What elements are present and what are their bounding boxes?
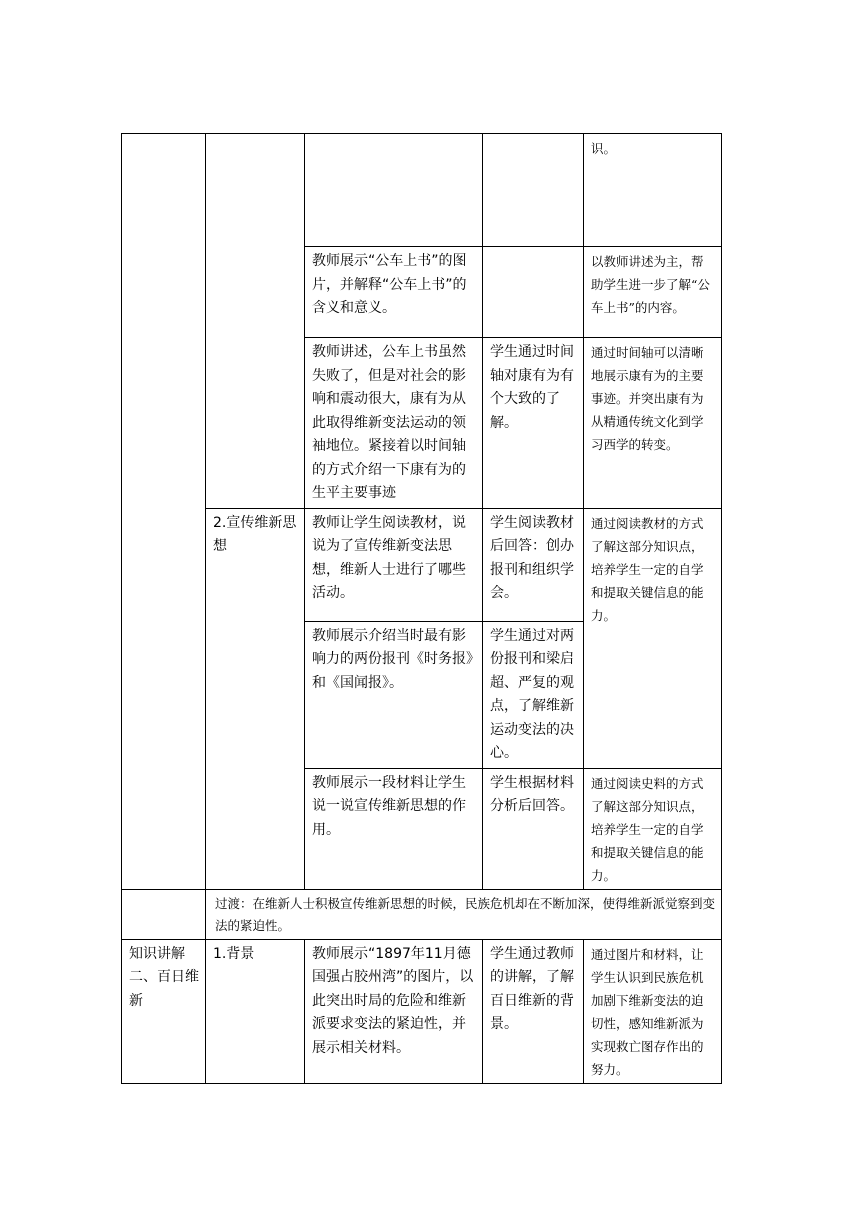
student-activity-cell bbox=[483, 338, 584, 509]
teacher-activity-text: 教师展示“公车上书”的图片，并解释“公车上书”的含义和意义。 bbox=[312, 253, 467, 316]
stage-text: 知识讲解二、百日维新 bbox=[129, 945, 199, 1009]
design-intent-text: 通过阅读教材的方式了解这部分知识点，培养学生一定的自学和提取关键信息的能力。 bbox=[591, 515, 704, 623]
transition-text: 过渡：在维新人士积极宣传维新思想的时候，民族危机却在不断加深，使得维新派觉察到变法的紧迫性。 bbox=[215, 895, 716, 933]
student-activity-cell bbox=[483, 939, 584, 1083]
subtopic-cell-empty bbox=[206, 134, 305, 509]
table-row bbox=[122, 889, 722, 939]
student-activity-cell bbox=[483, 768, 584, 889]
teacher-activity-text: 教师让学生阅读教材，说说为了宣传维新变法思想，维新人士进行了哪些活动。 bbox=[312, 514, 466, 601]
stage-cell bbox=[122, 939, 206, 1083]
design-intent-cell bbox=[584, 338, 722, 509]
teacher-activity-text: 教师展示“1897年11月德国强占胶州湾”的图片，以此突出时局的危险和维新派要求变法的紧迫性，并展示相关材料。 bbox=[312, 945, 474, 1056]
student-activity-text: 学生根据材料分析后回答。 bbox=[490, 774, 574, 814]
lesson-plan-table bbox=[121, 133, 722, 1084]
design-intent-cell bbox=[584, 768, 722, 889]
teacher-activity-cell bbox=[305, 621, 483, 768]
design-intent-text: 以教师讲述为主，帮助学生进一步了解“公车上书”的内容。 bbox=[591, 254, 710, 315]
design-intent-cell bbox=[584, 247, 722, 338]
teacher-activity-cell bbox=[305, 134, 483, 247]
subtopic-cell bbox=[206, 508, 305, 889]
teacher-activity-text: 教师展示介绍当时最有影响力的两份报刊《时务报》和《国闻报》。 bbox=[312, 627, 473, 691]
teacher-activity-cell bbox=[305, 768, 483, 889]
design-intent-cell bbox=[584, 939, 722, 1083]
table-row bbox=[122, 939, 722, 1083]
student-activity-text: 学生通过对两份报刊和梁启超、严复的观点，了解维新运动变法的决心。 bbox=[490, 627, 574, 761]
design-intent-cell bbox=[584, 134, 722, 247]
design-intent-text: 通过时间轴可以清晰地展示康有为的主要事迹。并突出康有为从精通传统文化到学习西学的转变。 bbox=[591, 345, 704, 452]
subtopic-text: 1.背景 bbox=[213, 945, 255, 962]
student-activity-cell bbox=[483, 508, 584, 621]
design-intent-cell bbox=[584, 508, 722, 768]
table-row bbox=[122, 134, 722, 247]
teacher-activity-text: 教师展示一段材料让学生说一说宣传维新思想的作用。 bbox=[312, 774, 466, 838]
transition-cell bbox=[206, 889, 722, 939]
subtopic-text: 2.宣传维新思想 bbox=[213, 514, 297, 554]
design-intent-text: 通过阅读史料的方式了解这部分知识点，培养学生一定的自学和提取关键信息的能力。 bbox=[591, 775, 704, 883]
teacher-activity-cell bbox=[305, 508, 483, 621]
student-activity-cell bbox=[483, 134, 584, 247]
design-intent-text: 识。 bbox=[591, 141, 617, 156]
student-activity-text: 学生通过教师的讲解，了解百日维新的背景。 bbox=[490, 945, 574, 1032]
student-activity-cell bbox=[483, 621, 584, 768]
design-intent-text: 通过图片和材料，让学生认识到民族危机加剧下维新变法的迫切性，感知维新派为实现救亡图存作出的努力。 bbox=[591, 946, 704, 1077]
student-activity-text: 学生通过时间轴对康有为有个大致的了解。 bbox=[490, 344, 574, 431]
teacher-activity-cell bbox=[305, 247, 483, 338]
stage-cell-empty bbox=[122, 134, 206, 890]
teacher-activity-cell bbox=[305, 338, 483, 509]
teacher-activity-cell bbox=[305, 939, 483, 1083]
student-activity-cell bbox=[483, 247, 584, 338]
student-activity-text: 学生阅读教材后回答：创办报刊和组织学会。 bbox=[490, 514, 574, 601]
subtopic-cell bbox=[206, 939, 305, 1083]
table-row bbox=[122, 508, 722, 621]
stage-cell-empty bbox=[122, 889, 206, 939]
teacher-activity-text: 教师讲述，公车上书虽然失败了，但是对社会的影响和震动很大，康有为从此取得维新变法运动的领袖地位。紧接着以时间轴的方式介绍一下康有为的生平主要事迹 bbox=[312, 344, 466, 501]
